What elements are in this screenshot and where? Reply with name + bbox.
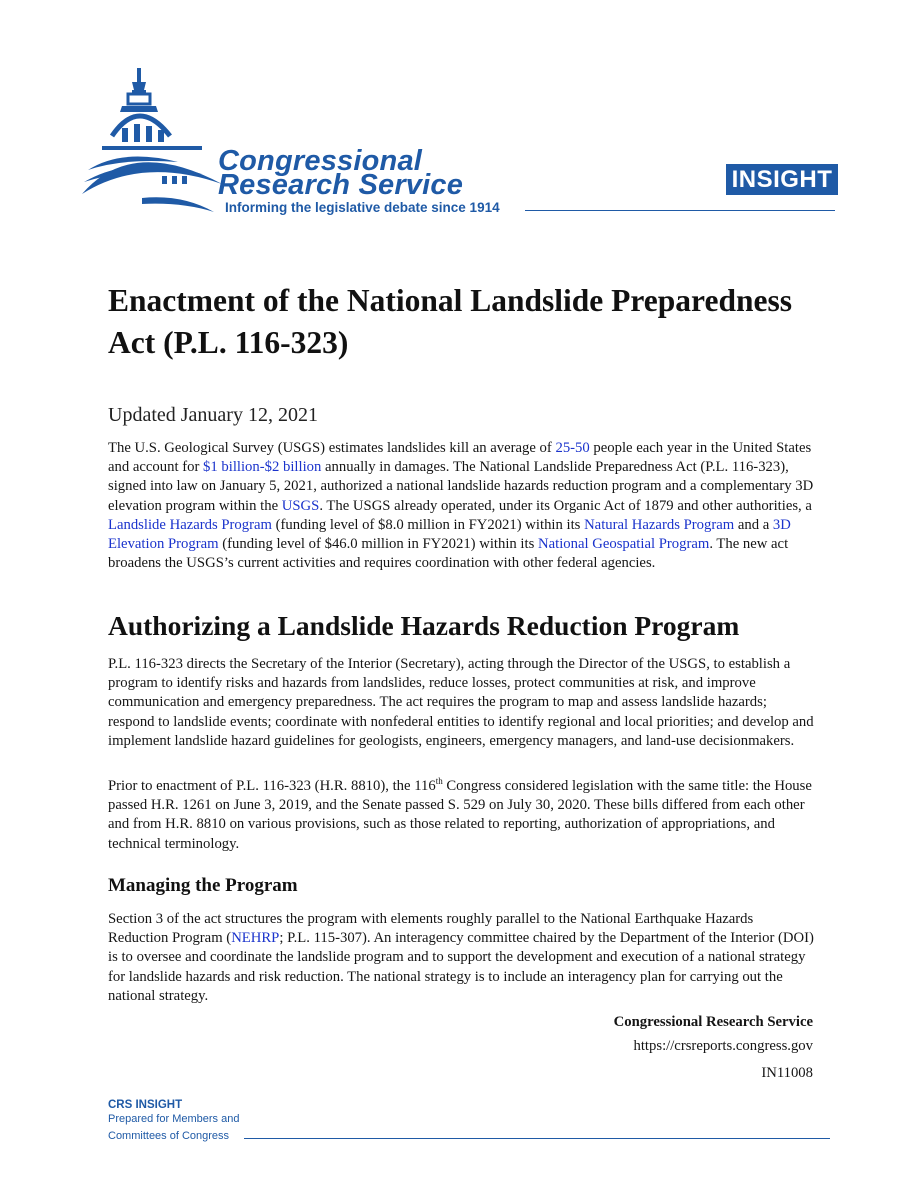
insight-badge: INSIGHT (726, 164, 838, 195)
para-text: Prior to enactment of P.L. 116-323 (H.R. 8810), the 116 (108, 778, 436, 794)
footer-org: Congressional Research Service (613, 1014, 813, 1030)
ordinal-superscript: th (435, 776, 443, 787)
intro-paragraph (108, 439, 814, 573)
org-name-line2: Research Service (218, 169, 464, 201)
footer-url[interactable]: https://crsreports.congress.gov (633, 1038, 813, 1054)
header-divider (525, 210, 835, 211)
footer-report-id: IN11008 (761, 1065, 813, 1081)
intro-text: and a (734, 516, 773, 533)
org-tagline: Informing the legislative debate since 1914 (225, 200, 500, 215)
para-text: Section 3 of the act structures the program with elements roughly parallel to the National Earthquake Hazards Reduction Program ( (108, 911, 754, 947)
link-usgs[interactable]: USGS (281, 497, 320, 514)
intro-text: (funding level of $8.0 million in FY2021) within its (271, 516, 585, 533)
section-heading-managing: Managing the Program (108, 875, 298, 896)
crs-insight-label: CRS INSIGHT (108, 1099, 183, 1111)
prepared-for-line1: Prepared for Members and (108, 1113, 240, 1125)
link-natural-hazards-program[interactable]: Natural Hazards Program (584, 516, 735, 533)
link-nehrp[interactable]: NEHRP (231, 930, 280, 947)
section1-paragraph1: P.L. 116-323 directs the Secretary of the Interior (Secretary), acting through the Director of the USGS, to establish a program to identify risks and hazards from landslides, reduce losses, protect communities at risk, and improve communication and emergency preparedness. The act requires the program to map and assess landslide hazards; respond to landslide events; coordinate with nonfederal entities to identify regional and local priorities; and develop and implement landslide hazard guidelines for geologists, engineers, emergency managers, and land-use decisionmakers. (108, 656, 814, 749)
prepared-for-line2: Committees of Congress (108, 1130, 230, 1142)
intro-text: people each year in the United States and account for (108, 440, 812, 476)
para-text: Congress considered legislation with the same title: the House passed H.R. 1261 on June 3, 2019, and the Senate passed S. 529 on July 30, 2020. These bills differed from each other and from H.R. 8810 on various provisions, such as those related to reporting, authorization of appropriations, and technical terminology. (108, 778, 812, 852)
intro-text: (funding level of $46.0 million in FY2021) within its (218, 536, 538, 553)
link-national-geospatial-program[interactable]: National Geospatial Program (538, 536, 710, 553)
section2-paragraph1 (108, 910, 814, 1006)
link-3d-elevation-program[interactable]: 3D Elevation Program (108, 516, 791, 553)
document-title: Enactment of the National Landslide Preparedness Act (P.L. 116-323) (108, 283, 792, 360)
section-heading-authorizing: Authorizing a Landslide Hazards Reduction Program (108, 610, 740, 641)
intro-text: . The USGS already operated, under its Organic Act of 1879 and other authorities, a (319, 497, 812, 514)
intro-text: The U.S. Geological Survey (USGS) estimates landslides kill an average of (108, 440, 556, 456)
link-25-50[interactable]: 25-50 (555, 440, 590, 456)
intro-text: . The new act broadens the USGS’s current activities and requires coordination with other federal agencies. (108, 536, 789, 572)
link-damages[interactable]: $1 billion-$2 billion (203, 459, 322, 476)
intro-text: annually in damages. The National Landslide Preparedness Act (P.L. 116-323), signed into law on January 5, 2021, authorized a national landslide hazards reduction program and a complementary 3D elevation program within the (108, 459, 814, 514)
link-landslide-hazards-program[interactable]: Landslide Hazards Program (108, 516, 272, 533)
footer-divider (244, 1138, 830, 1139)
org-name-line1: Congressional (218, 145, 423, 177)
para-text: ; P.L. 115-307). An interagency committee chaired by the Department of the Interior (DOI) is to oversee and coordinate the landslide program and to support the development and execution of a national strategy for landslide hazards and risk reduction. The national strategy is to include an interagency plan for carrying out the national strategy. (108, 930, 814, 1004)
updated-date: Updated January 12, 2021 (108, 404, 318, 426)
section1-paragraph2 (108, 777, 814, 854)
capitol-dome-icon (82, 66, 222, 216)
